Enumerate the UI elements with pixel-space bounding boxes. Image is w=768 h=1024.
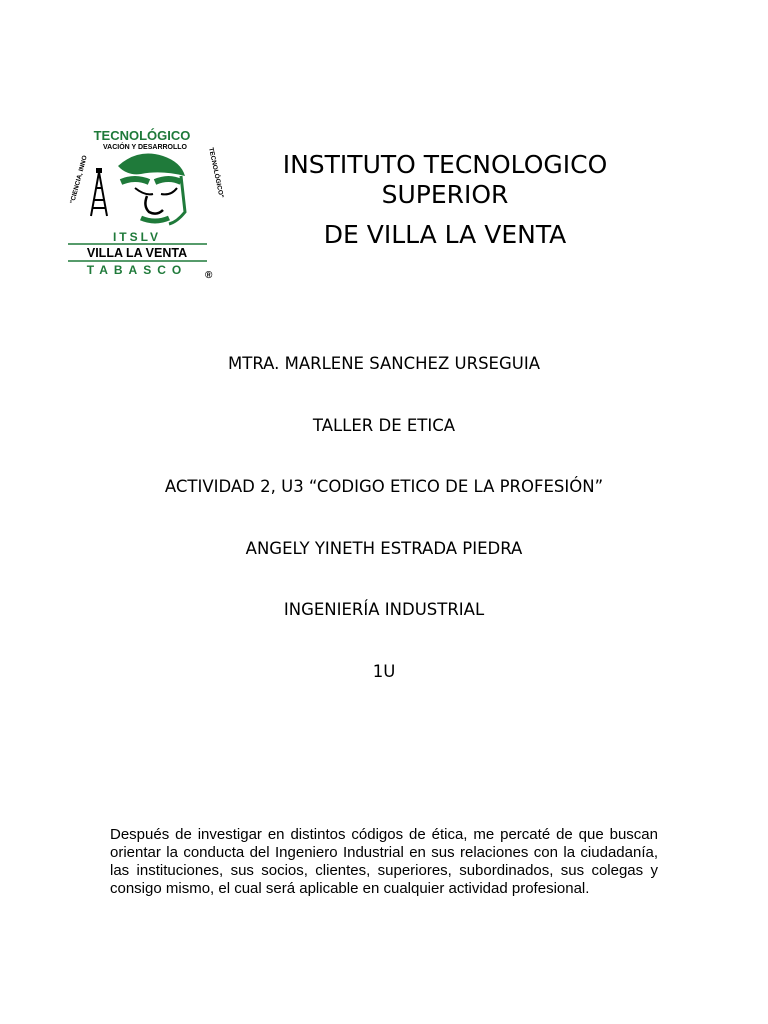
logo-acronym: ITSLV [112, 230, 162, 244]
title-line-3: DE VILLA LA VENTA [323, 220, 567, 249]
logo-arc-text: VACIÓN Y DESARROLLO [102, 144, 188, 151]
oil-derrick-icon [91, 168, 107, 216]
student-name: ANGELY YINETH ESTRADA PIEDRA [245, 539, 523, 558]
institution-logo [63, 126, 225, 282]
logo-left-text: "CIENCIA, INNO [69, 154, 89, 205]
registered-mark: ® [205, 270, 213, 281]
subject-name: TALLER DE ETICA [312, 416, 456, 435]
group-name: 1U [372, 662, 396, 681]
career-name: INGENIERÍA INDUSTRIAL [283, 600, 485, 619]
institution-title [240, 150, 650, 250]
logo-top-text: TECNOLÓGICO [93, 128, 191, 143]
logo-state: TABASCO [86, 263, 188, 277]
title-line-2: SUPERIOR [381, 180, 509, 209]
teacher-name: MTRA. MARLENE SANCHEZ URSEGUIA [228, 354, 540, 373]
olmec-head-icon [118, 154, 185, 224]
activity-title: ACTIVIDAD 2, U3 “CODIGO ETICO DE LA PROFESIÓN” [164, 477, 604, 496]
title-line-1: INSTITUTO TECNOLOGICO [282, 150, 608, 179]
logo-right-text: TECNOLÓGICO" [207, 146, 225, 199]
body-paragraph: Después de investigar en distintos códigos de ética, me percaté de que buscan orientar la conducta del Ingeniero Industrial en sus relaciones con la ciudadanía, las instituciones, sus socios, clientes, superiores, subordinados, sus colegas y consigo mismo, el cual será aplicable en cualquier actividad profesional. [110, 826, 658, 897]
logo-name: VILLA LA VENTA [86, 246, 188, 260]
